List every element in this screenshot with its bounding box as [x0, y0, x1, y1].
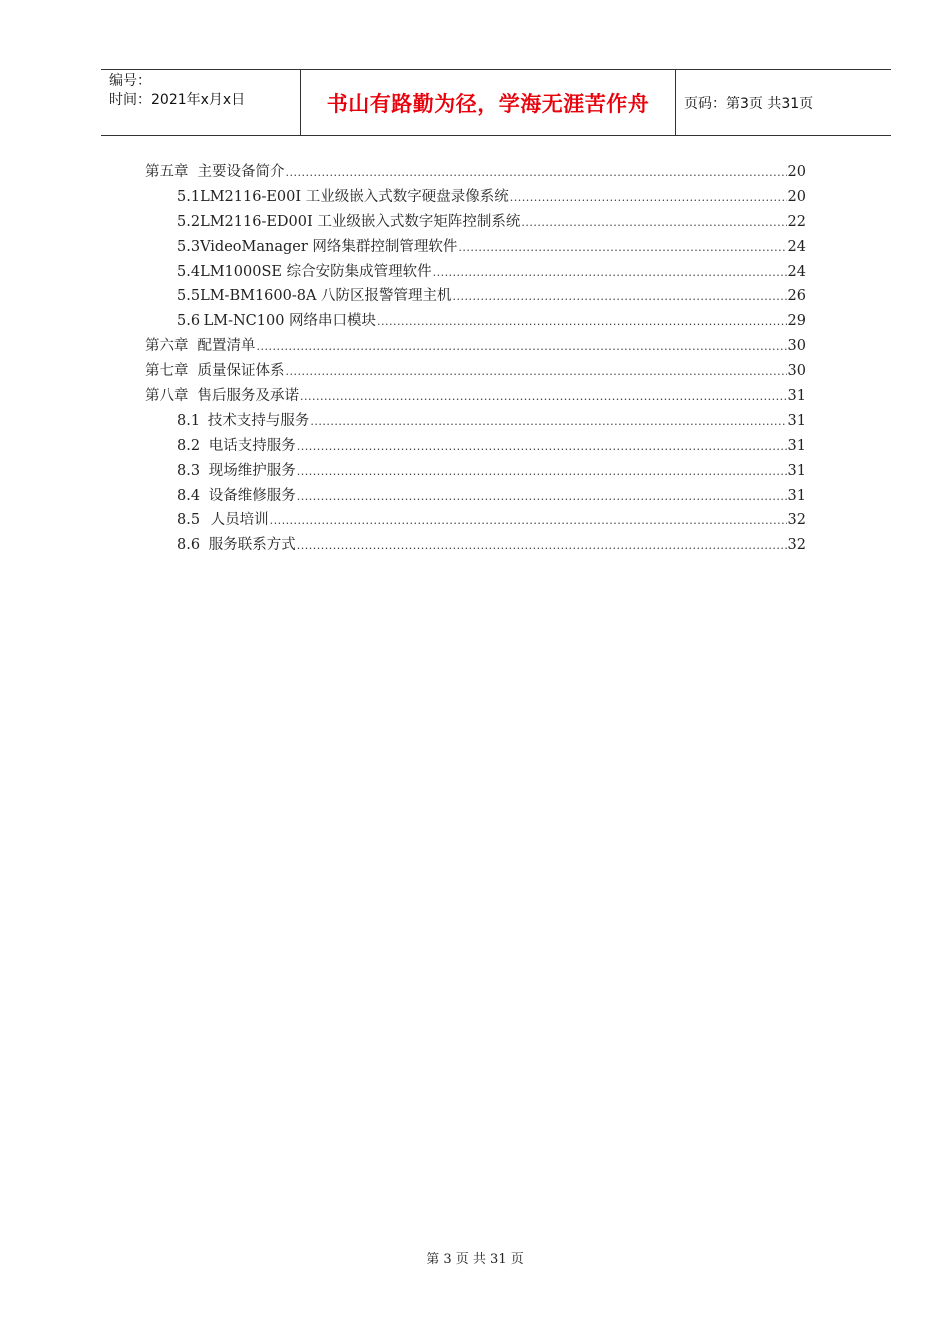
toc-entry-number: 第七章 — [145, 363, 189, 380]
header-meta — [101, 70, 301, 135]
toc-entry-page: 24 — [787, 238, 806, 255]
toc-entry[interactable] — [145, 484, 806, 509]
toc-dot-leader — [297, 465, 787, 478]
toc-dot-leader — [297, 440, 787, 453]
toc-dot-leader — [286, 166, 787, 179]
toc-entry[interactable] — [145, 384, 806, 409]
toc-entry[interactable] — [145, 434, 806, 459]
toc-dot-leader — [433, 266, 787, 279]
toc-entry[interactable] — [145, 160, 806, 185]
toc-entry-page: 32 — [787, 512, 806, 529]
toc-entry-title: 设备维修服务 — [208, 487, 296, 504]
toc-entry[interactable] — [145, 284, 806, 309]
toc-dot-leader — [270, 514, 787, 527]
document-time-label: 时间：2021年x月x日 — [109, 92, 246, 108]
toc-dot-leader — [286, 365, 787, 378]
toc-entry[interactable] — [145, 533, 806, 558]
toc-entry[interactable] — [145, 260, 806, 285]
toc-entry-title: 售后服务及承诺 — [197, 388, 299, 405]
header-page-label: 页码：第3页 共31页 — [684, 95, 814, 112]
toc-dot-leader — [300, 390, 787, 403]
toc-dot-leader — [297, 490, 787, 503]
toc-entry-page: 29 — [787, 313, 806, 330]
table-of-contents — [145, 160, 806, 558]
toc-entry-page: 30 — [787, 338, 806, 355]
toc-entry-title: VideoManager 网络集群控制管理软件 — [200, 238, 458, 255]
toc-entry[interactable] — [145, 409, 806, 434]
toc-entry-title: LM2116-ED00I 工业级嵌入式数字矩阵控制系统 — [200, 213, 521, 230]
toc-dot-leader — [297, 539, 787, 552]
toc-entry-page: 31 — [787, 388, 806, 405]
toc-entry-number: 5.1 — [177, 188, 201, 205]
page-footer: 第 3 页 共 31 页 — [426, 1252, 524, 1267]
toc-entry-number: 8.3 — [177, 462, 201, 479]
toc-entry-number: 5.2 — [177, 213, 201, 230]
toc-entry-title: LM1000SE 综合安防集成管理软件 — [200, 263, 432, 280]
toc-entry[interactable] — [145, 309, 806, 334]
toc-entry[interactable] — [145, 185, 806, 210]
toc-entry-page: 31 — [787, 412, 806, 429]
page-header — [101, 69, 891, 136]
toc-dot-leader — [521, 216, 786, 229]
toc-entry-number: 8.5 — [177, 512, 201, 529]
toc-dot-leader — [257, 340, 787, 353]
toc-entry-number: 第五章 — [145, 164, 189, 180]
header-motto: 书山有路勤为径，学海无涯苦作舟 — [301, 70, 676, 135]
toc-entry-title: LM-NC100 网络串口模块 — [203, 313, 377, 330]
toc-entry-title: 主要设备简介 — [197, 164, 285, 180]
toc-entry-page: 22 — [787, 213, 806, 230]
toc-entry-number: 第八章 — [145, 388, 189, 405]
toc-entry-page: 26 — [787, 288, 806, 305]
toc-entry-page: 32 — [787, 537, 806, 554]
toc-dot-leader — [453, 290, 787, 303]
toc-entry-page: 20 — [787, 164, 806, 180]
toc-entry-number: 5.5 — [177, 288, 201, 305]
toc-entry-title: 质量保证体系 — [197, 363, 285, 380]
toc-entry-page: 24 — [787, 263, 806, 280]
toc-entry-title: LM-BM1600-8A 八防区报警管理主机 — [200, 288, 452, 305]
toc-entry-number: 8.6 — [177, 537, 201, 554]
toc-entry-page: 31 — [787, 437, 806, 454]
toc-dot-leader — [310, 415, 786, 428]
toc-entry-number: 8.4 — [177, 487, 201, 504]
toc-entry-number: 5.3 — [177, 238, 201, 255]
toc-entry-title: LM2116-E00I 工业级嵌入式数字硬盘录像系统 — [200, 188, 509, 205]
toc-entry-title: 技术支持与服务 — [207, 412, 310, 429]
toc-entry-number: 8.2 — [177, 437, 201, 454]
toc-entry[interactable] — [145, 359, 806, 384]
toc-entry-number: 5.6 — [177, 313, 201, 330]
toc-entry[interactable] — [145, 334, 806, 359]
toc-entry-title: 服务联系方式 — [208, 537, 296, 554]
toc-entry-title: 人员培训 — [210, 512, 269, 529]
toc-entry[interactable] — [145, 459, 806, 484]
toc-entry-page: 30 — [787, 363, 806, 380]
document-number-label: 编号： — [109, 73, 151, 89]
toc-entry[interactable] — [145, 508, 806, 533]
toc-entry-number: 第六章 — [145, 338, 189, 355]
toc-entry-number: 8.1 — [177, 412, 201, 429]
toc-entry-number: 5.4 — [177, 263, 201, 280]
toc-entry[interactable] — [145, 210, 806, 235]
toc-dot-leader — [458, 241, 786, 254]
toc-entry-page: 20 — [787, 188, 806, 205]
toc-entry-page: 31 — [787, 462, 806, 479]
toc-entry-title: 配置清单 — [197, 338, 256, 355]
toc-entry[interactable] — [145, 235, 806, 260]
toc-dot-leader — [510, 191, 787, 204]
toc-dot-leader — [377, 315, 787, 328]
toc-entry-title: 电话支持服务 — [208, 437, 296, 454]
toc-entry-title: 现场维护服务 — [208, 462, 296, 479]
toc-entry-page: 31 — [787, 487, 806, 504]
